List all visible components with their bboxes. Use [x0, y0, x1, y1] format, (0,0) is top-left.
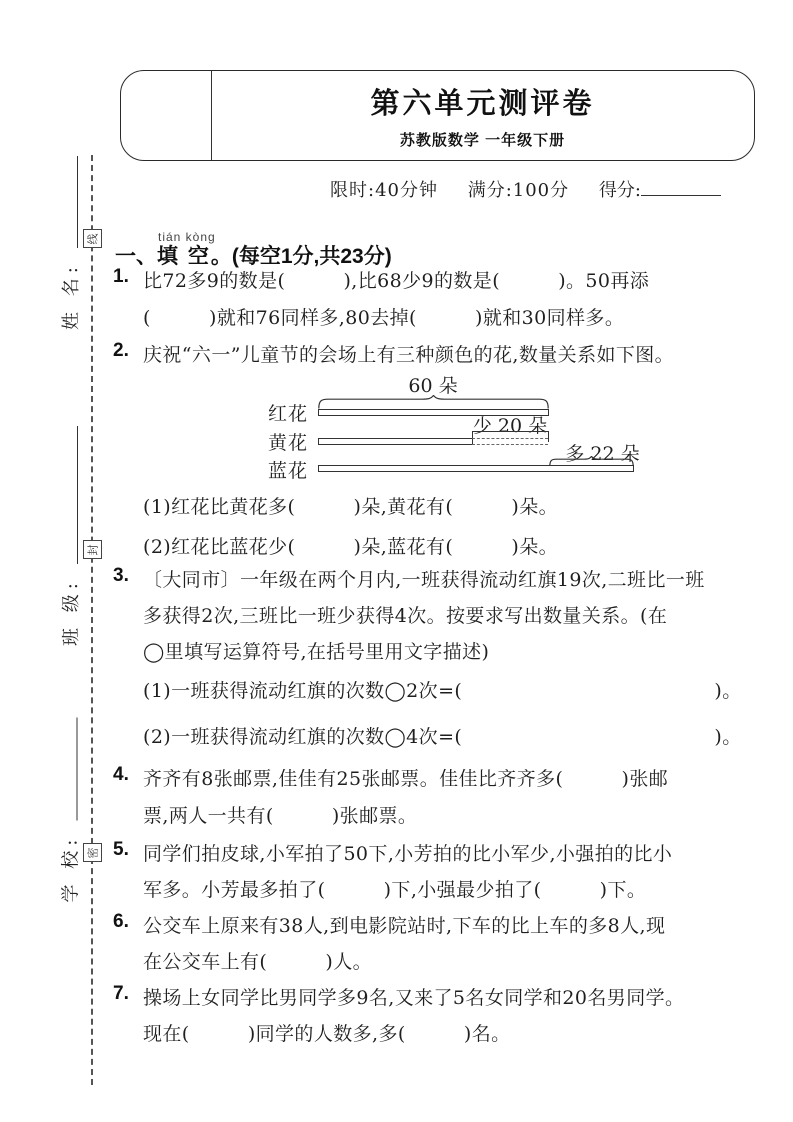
text-line: 票,两人一共有( )张邮票。: [143, 805, 418, 827]
diagram-yellow-flower-label: 黄花: [267, 432, 308, 454]
pinyin-annotation: tián kòng: [158, 230, 216, 244]
diagram-more-label: 多 22 朵: [565, 443, 640, 465]
question-7-lines: [143, 983, 763, 1055]
section-term-text: 填 空: [157, 245, 211, 268]
name-field: [57, 150, 83, 330]
score-label: 得分:: [598, 180, 641, 201]
question-2-sub-lines: [143, 492, 763, 572]
brace-60-duo: [318, 395, 549, 409]
text-line: 现在( )同学的人数多,多( )名。: [143, 1023, 511, 1045]
seal-char-text: 线: [86, 233, 100, 244]
class-write-line: [63, 426, 78, 564]
text-line: (1)红花比黄花多( )朵,黄花有( )朵。: [143, 496, 559, 518]
score-write-line: [641, 180, 721, 196]
page-title: 第六单元测评卷: [370, 88, 595, 120]
question-4-number: 4.: [113, 764, 129, 785]
school-field: [57, 718, 83, 903]
name-label: 姓 名:: [61, 262, 82, 330]
full-score: 满分:100分: [467, 180, 570, 201]
title-box: [120, 70, 755, 161]
question-5-number: 5.: [113, 839, 129, 860]
seal-char-mi: [83, 843, 102, 862]
question-3-subquestions: [143, 676, 763, 768]
diagram-less-label: 少 20 朵: [472, 415, 548, 437]
question-5: [113, 839, 763, 911]
class-field: [57, 426, 83, 646]
question-2-subquestions: [143, 492, 763, 572]
question-3: [113, 565, 763, 673]
section-term: [157, 230, 216, 268]
seal-char-xian: [83, 229, 102, 248]
yellow-flower-bar: [318, 438, 473, 445]
question-7: [113, 983, 763, 1055]
text-line: (1)一班获得流动红旗的次数◯2次=( )。: [143, 680, 742, 702]
yellow-bar-dashed-extension: [472, 438, 548, 445]
section-points: 。(每空1分,共23分): [210, 245, 392, 268]
text-line: (2)红花比蓝花少( )朵,蓝花有( )朵。: [143, 536, 559, 558]
blue-flower-bar: [318, 465, 634, 472]
diagram-blue-flower-label: 蓝花: [267, 460, 308, 482]
question-4-lines: [143, 764, 763, 838]
section-prefix: 一、: [115, 245, 157, 268]
question-1-lines: [143, 266, 763, 340]
question-2-number: 2.: [113, 340, 129, 361]
question-3-lines: [143, 565, 763, 673]
question-3-sub-lines: [143, 676, 763, 768]
text-line: ◯里填写运算符号,在括号里用文字描述): [143, 641, 490, 663]
name-write-line: [63, 156, 78, 248]
diagram-total-label: 60 朵: [408, 375, 458, 397]
seal-dashed-line: [91, 155, 93, 1085]
text-line: 多获得2次,三班比一班少获得4次。按要求写出数量关系。(在: [143, 605, 668, 627]
text-line: ( )就和76同样多,80去掉( )就和30同样多。: [143, 307, 625, 329]
text-line: 比72多9的数是( ),比68少9的数是( )。50再添: [143, 270, 650, 292]
text-line: 同学们拍皮球,小军拍了50下,小芳拍的比小军少,小强拍的比小: [143, 843, 673, 865]
question-1: [113, 266, 763, 340]
text-line: 庆祝“六一”儿童节的会场上有三种颜色的花,数量关系如下图。: [143, 344, 675, 366]
question-4: [113, 764, 763, 838]
text-line: 在公交车上有( )人。: [143, 951, 373, 973]
text-line: 军多。小芳最多拍了( )下,小强最少拍了( )下。: [143, 879, 647, 901]
text-line: 〔大同市〕一年级在两个月内,一班获得流动红旗19次,二班比一班: [143, 569, 705, 591]
diagram-red-flower-label: 红花: [267, 403, 308, 425]
question-6-lines: [143, 911, 763, 983]
question-6: [113, 911, 763, 983]
school-write-line: [62, 718, 77, 821]
question-1-number: 1.: [113, 266, 129, 287]
class-label: 班 级:: [61, 578, 82, 646]
exam-info-line: [330, 176, 721, 202]
question-3-number: 3.: [113, 565, 129, 586]
page-subtitle: 苏教版数学 一年级下册: [399, 132, 566, 149]
question-5-lines: [143, 839, 763, 911]
seal-char-feng: [83, 540, 102, 559]
question-6-number: 6.: [113, 911, 129, 932]
text-line: 齐齐有8张邮票,佳佳有25张邮票。佳佳比齐齐多( )张邮: [143, 768, 669, 790]
text-line: 公交车上原来有38人,到电影院站时,下车的比上车的多8人,现: [143, 915, 666, 937]
seal-char-text: 密: [86, 847, 100, 858]
school-label: 学 校:: [60, 834, 82, 903]
title-cell: [211, 71, 754, 160]
question-7-number: 7.: [113, 983, 129, 1004]
text-line: 操场上女同学比男同学多9名,又来了5名女同学和20名男同学。: [143, 987, 685, 1009]
seal-char-text: 封: [86, 544, 100, 555]
text-line: (2)一班获得流动红旗的次数◯4次=( )。: [143, 726, 742, 748]
time-limit: 限时:40分钟: [330, 180, 438, 201]
